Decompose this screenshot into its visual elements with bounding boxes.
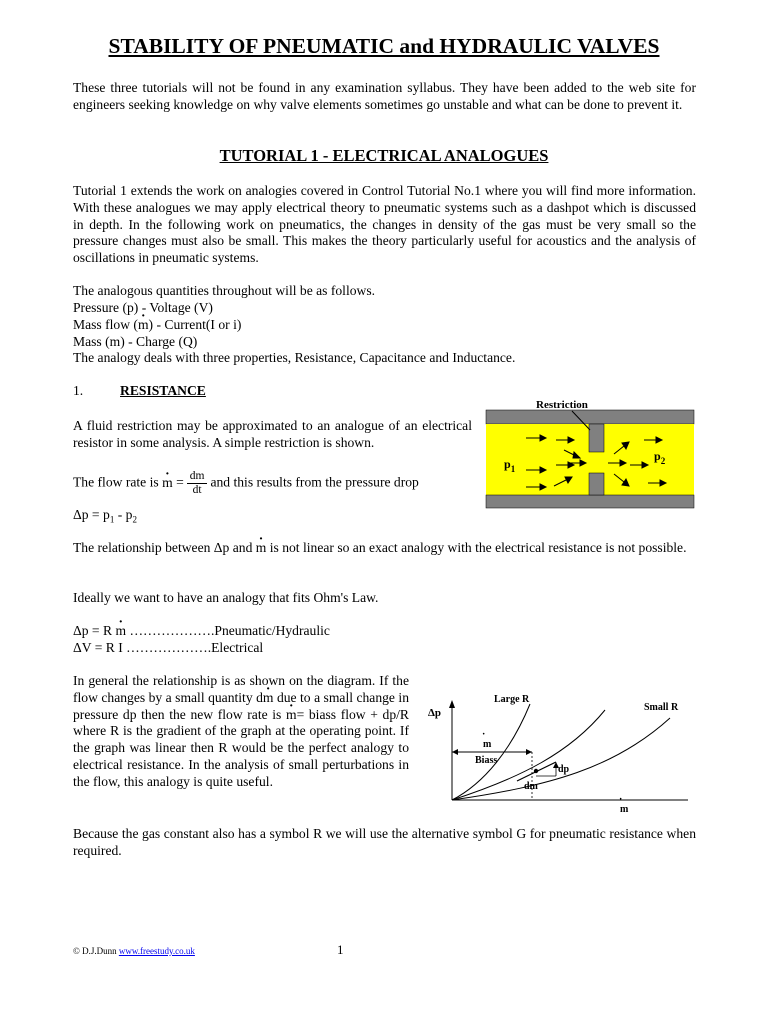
x-axis-label: m [620, 804, 629, 815]
p1-label: $p_1$ [504, 457, 516, 474]
mdot-symbol: · m [256, 540, 267, 557]
restriction-label: Restriction [536, 399, 588, 411]
flow-rate-tail: and this results from the pressure drop [210, 474, 419, 490]
lower-wall [486, 495, 694, 508]
resistance-paragraph: A fluid restriction may be approximated to an analogue of an electrical resistor in some analysis. A simple restriction is shown. [73, 418, 472, 450]
analogy-massflow [73, 317, 241, 334]
dp-sub1: 1 [109, 514, 115, 525]
analogy-massflow-b: ) - Current(I or i) [148, 317, 242, 332]
analogy-massflow-a: Mass flow ( [73, 317, 138, 332]
restriction-diagram [484, 390, 696, 516]
mdot-symbol: · m [286, 707, 297, 724]
dp-sub2: 2 [132, 514, 137, 525]
general-2b: due to a small change in pressure dp then the new flow rate is [73, 689, 409, 722]
analogous-lead: The analogous quantities throughout will be as follows. [73, 283, 376, 298]
bias-arrow-head-right [526, 749, 532, 755]
bias-arrow-head-left [452, 749, 458, 755]
restriction-lower-plate [589, 473, 604, 495]
general-paragraph [73, 673, 409, 791]
page-title: STABILITY OF PNEUMATIC and HYDRAULIC VALVES [108, 34, 660, 58]
mdot-symbol: · m [115, 623, 126, 640]
ohm-line: Ideally we want to have an analogy that fits Ohm's Law. [73, 590, 379, 605]
gas-constant-paragraph: Because the gas constant also has a symbol R we will use the alternative symbol G for pneumatic resistance when required. [73, 826, 696, 858]
bias-m-dot: · [482, 729, 486, 740]
section-number: 1. [73, 383, 84, 398]
dp-b: - p [114, 507, 133, 522]
upper-wall [486, 410, 694, 424]
restriction-upper-plate [589, 424, 604, 452]
mdot-symbol: · m [138, 317, 149, 334]
equation-electrical: ΔV = R I ……………….Electrical [73, 640, 264, 655]
fraction-denominator: dt [192, 484, 202, 496]
footer-link[interactable]: www.freestudy.co.uk [118, 946, 195, 956]
dm-label: dm [524, 781, 538, 792]
biass-label: Biass [475, 755, 498, 766]
dp-label: dp [558, 764, 570, 775]
footer-author: © D.J.Dunn [73, 946, 119, 956]
bias-m-label: m [483, 739, 492, 750]
rel-b: is not linear so an exact analogy with the electrical resistance is not possible. [266, 540, 687, 555]
mdot-symbol: · m [162, 475, 173, 492]
flow-rate-text: The flow rate is [73, 474, 163, 490]
footer-credit [73, 946, 195, 956]
operating-point [534, 769, 538, 773]
general-1: In general the relationship is as shown on the diagram. If the flow changes by a small quantity [73, 673, 409, 705]
eq1-b: ……………….Pneumatic/Hydraulic [126, 623, 330, 638]
small-r-label: Small R [644, 702, 679, 713]
equation-pneumatic [73, 623, 330, 640]
general-2c: = biass flow + dp/R where R is the gradient of the graph at the operating point. If the graph was linear then R would be the perfect analogy to electrical resistance. In the analysis of small perturbations in the flow, this analogy is quite useful. [73, 706, 409, 789]
x-axis-dot: · [619, 794, 623, 805]
section-title: RESISTANCE [120, 383, 206, 398]
equals-sign: = [172, 474, 184, 490]
flow-rate-line [73, 470, 419, 497]
rel-a: The relationship between Δp and [73, 540, 256, 555]
flow-pressure-graph [420, 688, 696, 820]
dm-dt-fraction [187, 470, 208, 497]
tutorial-heading: TUTORIAL 1 - ELECTRICAL ANALOGUES [219, 146, 549, 165]
eq1-a: Δp = R [73, 623, 116, 638]
general-2a: d [256, 689, 263, 705]
analogy-mass: Mass (m) - Charge (Q) [73, 334, 198, 349]
tutorial-intro-paragraph: Tutorial 1 extends the work on analogies covered in Control Tutorial No.1 where you will find more information. With these analogues we may apply electrical theory to pneumatic systems such as a dashpot which is discussed in depth. In the following work on pneumatics, the changes in density of the gas must be very small so the pressure changes must also be small. This makes the theory particularly useful for acoustics and the analysis of oscillations in pneumatic systems. [73, 183, 696, 266]
analogy-deals: The analogy deals with three properties, Resistance, Capacitance and Inductance. [73, 350, 516, 365]
y-axis-arrow [449, 700, 455, 708]
relationship-paragraph [73, 540, 696, 557]
analogy-pressure: Pressure (p) - Voltage (V) [73, 300, 213, 315]
pressure-drop-equation [73, 507, 137, 529]
p2-label: $p_2$ [654, 449, 666, 466]
y-axis-label: Δp [428, 707, 442, 719]
page-number: 1 [337, 942, 344, 957]
fraction-numerator: dm [187, 470, 208, 484]
mdot-symbol: · m [263, 690, 274, 707]
dp-a: Δp = p [73, 507, 110, 522]
large-r-label: Large R [494, 694, 530, 705]
intro-paragraph: These three tutorials will not be found in any examination syllabus. They have been added to the web site for engineers seeking knowledge on why valve elements sometimes go unstable and what can be done to prevent it. [73, 80, 696, 112]
